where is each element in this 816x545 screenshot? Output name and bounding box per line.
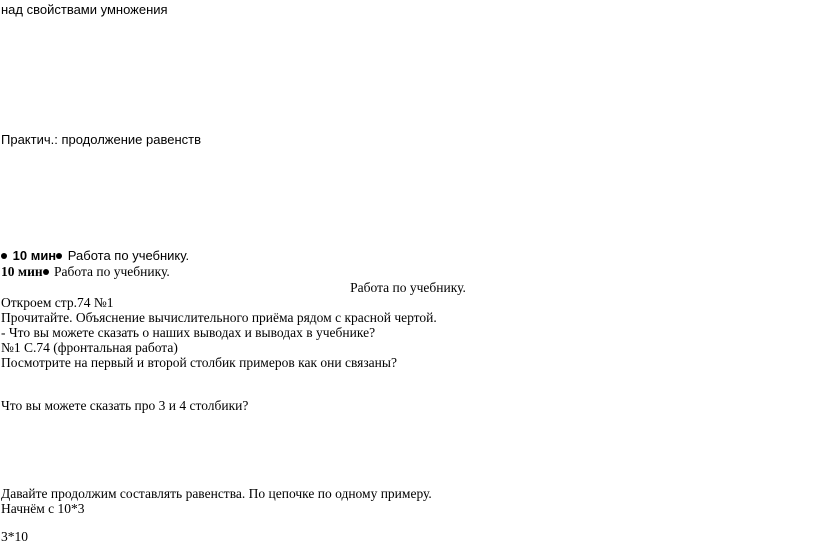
text-line-5-centered: Работа по учебнику. [350, 280, 466, 295]
text-line-9: №1 С.74 (фронтальная работа) [1, 340, 178, 355]
text-line-12: Давайте продолжим составлять равенства. По цепочке по одному примеру. [1, 486, 432, 501]
text-line-14: 3*10 [1, 529, 28, 544]
bullet-icon [1, 253, 7, 259]
text-line-6: Откроем стр.74 №1 [1, 295, 114, 310]
text-line-11: Что вы можете сказать про 3 и 4 столбики? [1, 398, 249, 413]
activity-label: Работа по учебнику. [67, 248, 190, 263]
text-line-8: - Что вы можете сказать о наших выводах и выводах в учебнике? [1, 325, 376, 340]
text-line-1: над свойствами умножения [1, 2, 168, 17]
bullet-icon [43, 269, 49, 275]
text-line-7: Прочитайте. Объяснение вычислительного приёма рядом с красной чертой. [1, 310, 437, 325]
text-line-4 [1, 264, 170, 280]
activity-label: Работа по учебнику. [54, 264, 170, 279]
duration-label: 10 мин [12, 248, 57, 263]
text-line-2: Практич.: продолжение равенств [1, 132, 201, 147]
bullet-icon [56, 253, 62, 259]
duration-label: 10 мин [1, 264, 43, 279]
text-line-13: Начнём с 10*3 [1, 501, 85, 516]
text-line-10: Посмотрите на первый и второй столбик примеров как они связаны? [1, 355, 397, 370]
text-line-3 [1, 248, 189, 264]
